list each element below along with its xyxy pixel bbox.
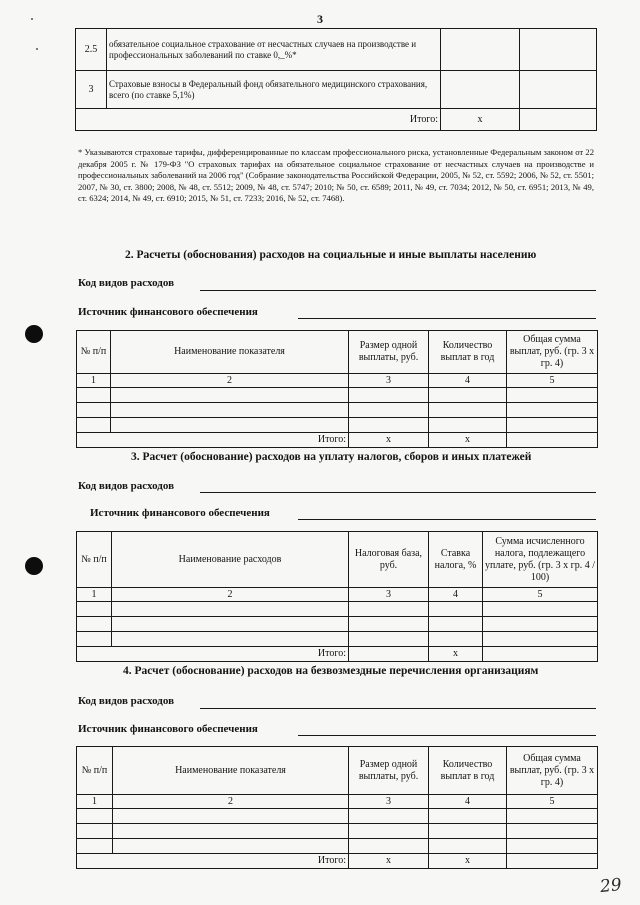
total-x: x: [441, 109, 520, 131]
row-name: обязательное социальное страхование от несчастных случаев на производстве и профессиональных заболеваний по ставке 0,_%*: [107, 29, 441, 71]
header-payment-count: Количество выплат в год: [429, 331, 507, 374]
header-number: № п/п: [77, 747, 113, 795]
table-total-row: [76, 109, 597, 131]
header-tax-rate: Ставка налога, %: [429, 532, 483, 588]
empty-row: [77, 824, 598, 839]
table-row: [76, 29, 597, 71]
footnote: * Указываются страховые тарифы, дифференцированные по классам профессионального риска, установленные Федеральным законом от 22 декабря 2005 г. № 179-ФЗ "О страховых тарифах на обязательное социальное страхование от несчастных случаев на производстве и профессиональных заболеваний на 2006 год" (Собрание законодательства Российской Федерации, 2005, № 52, ст. 5592; 2006, № 52, ст. 5501; 2007, № 30, ст. 3800; 2008, № 48, ст. 5512; 2009, № 48, ст. 5747; 2010; № 50, ст. 6589; 2011, № 49, ст. 7034; 2012, № 50, ст. 6951; 2013, № 49, ст. 6324; 2014, № 49, ст. 6910; 2015, № 51, ст. 7233; 2016, № 52, ст. 7468).: [78, 147, 594, 204]
insurance-table: [75, 28, 597, 131]
punch-hole-1: [25, 325, 43, 343]
scan-dot: [31, 18, 33, 20]
empty-cell: [520, 29, 597, 71]
section-3-code-label: Код видов расходов: [78, 480, 175, 492]
section-4-source-label: Источник финансового обеспечения: [78, 723, 258, 735]
table-header-row: [77, 747, 598, 795]
empty-row: [77, 809, 598, 824]
col-num: 3: [349, 588, 429, 602]
empty-row: [77, 403, 598, 418]
column-number-row: [77, 795, 598, 809]
header-total-sum: Общая сумма выплат, руб. (гр. 3 х гр. 4): [507, 331, 598, 374]
section-4-source-line: [298, 735, 596, 736]
table-header-row: [77, 331, 598, 374]
section-2-heading: 2. Расчеты (обоснования) расходов на социальные и иные выплаты населению: [125, 249, 537, 261]
col-num: 4: [429, 588, 483, 602]
col-num: 1: [77, 588, 112, 602]
table-total-row: [77, 647, 598, 662]
empty-cell: [520, 71, 597, 109]
col-num: 5: [483, 588, 598, 602]
total-label: Итого:: [113, 854, 349, 869]
total-label: Итого:: [107, 109, 441, 131]
col-num: 5: [507, 374, 598, 388]
total-label: Итого:: [111, 433, 349, 448]
section-2-code-line: [200, 290, 596, 291]
column-number-row: [77, 374, 598, 388]
header-total-sum: Общая сумма выплат, руб. (гр. 3 х гр. 4): [507, 747, 598, 795]
section-3-code-line: [200, 492, 596, 493]
col-num: 5: [507, 795, 598, 809]
col-num: 3: [349, 795, 429, 809]
total-x: х: [429, 433, 507, 448]
col-num: 1: [77, 374, 111, 388]
column-number-row: [77, 588, 598, 602]
row-number: 3: [76, 71, 107, 109]
col-num: 2: [111, 374, 349, 388]
empty-row: [77, 388, 598, 403]
table-total-row: [77, 433, 598, 448]
table-total-row: [77, 854, 598, 869]
header-number: № п/п: [77, 331, 111, 374]
table-row: [76, 71, 597, 109]
col-num: 2: [112, 588, 349, 602]
total-x: х: [429, 854, 507, 869]
table-header-row: [77, 532, 598, 588]
empty-cell: [441, 29, 520, 71]
total-x: х: [349, 854, 429, 869]
empty-cell: [520, 109, 597, 131]
section-4-code-line: [200, 708, 596, 709]
section-2-source-line: [298, 318, 596, 319]
section-2-table: [76, 330, 598, 448]
empty-cell: [441, 71, 520, 109]
total-label: Итого:: [112, 647, 349, 662]
col-num: 4: [429, 795, 507, 809]
page-number: 3: [317, 12, 323, 26]
empty-row: [77, 418, 598, 433]
empty-row: [77, 632, 598, 647]
total-x: х: [429, 647, 483, 662]
row-number: 2.5: [76, 29, 107, 71]
header-number: № п/п: [77, 532, 112, 588]
section-2-code-label: Код видов расходов: [78, 277, 175, 289]
empty-row: [77, 617, 598, 632]
scan-dot: [36, 48, 38, 50]
header-tax-base: Налоговая база, руб.: [349, 532, 429, 588]
empty-cell: [76, 109, 107, 131]
empty-row: [77, 602, 598, 617]
section-4-code-label: Код видов расходов: [78, 695, 175, 707]
header-payment-count: Количество выплат в год: [429, 747, 507, 795]
row-name: Страховые взносы в Федеральный фонд обязательного медицинского страхования, всего (по ставке 5,1%): [107, 71, 441, 109]
col-num: 1: [77, 795, 113, 809]
section-3-source-line: [298, 519, 596, 520]
punch-hole-2: [25, 557, 43, 575]
section-3-table: [76, 531, 598, 662]
section-3-source-label: Источник финансового обеспечения: [90, 507, 270, 519]
col-num: 2: [113, 795, 349, 809]
header-tax-sum: Сумма исчисленного налога, подлежащего уплате, руб. (гр. 3 х гр. 4 / 100): [483, 532, 598, 588]
section-3-heading: 3. Расчет (обоснование) расходов на уплату налогов, сборов и иных платежей: [131, 451, 532, 463]
total-x: х: [349, 433, 429, 448]
col-num: 4: [429, 374, 507, 388]
header-name: Наименование расходов: [112, 532, 349, 588]
header-name: Наименование показателя: [113, 747, 349, 795]
header-payment-size: Размер одной выплаты, руб.: [349, 747, 429, 795]
empty-row: [77, 839, 598, 854]
header-name: Наименование показателя: [111, 331, 349, 374]
col-num: 3: [349, 374, 429, 388]
header-payment-size: Размер одной выплаты, руб.: [349, 331, 429, 374]
section-2-source-label: Источник финансового обеспечения: [78, 306, 258, 318]
handwritten-page-number: 29: [599, 874, 623, 898]
section-4-heading: 4. Расчет (обоснование) расходов на безвозмездные перечисления организациям: [123, 665, 539, 677]
section-4-table: [76, 746, 598, 869]
